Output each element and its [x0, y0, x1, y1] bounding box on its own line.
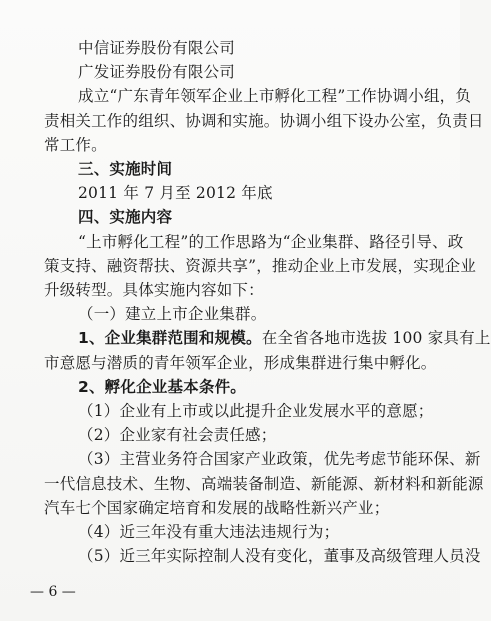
- text-line: 一代信息技术、生物、高端装备制造、新能源、新材料和新能源: [44, 475, 484, 493]
- item-heading: 2、孵化企业基本条件。: [78, 378, 246, 396]
- text-line: （4）近三年没有重大违法违规行为；: [78, 523, 340, 541]
- text-line: （1）企业有上市或以此提升企业发展水平的意愿；: [78, 402, 434, 420]
- section-heading: 四、实施内容: [78, 208, 173, 226]
- text-line: 2011 年 7 月至 2012 年底: [78, 184, 273, 202]
- text-line: 汽车七个国家确定培育和发展的战略性新兴产业；: [44, 499, 390, 517]
- item-heading: 1、企业集群范围和规模。: [78, 329, 262, 347]
- item-text: 在全省各地市选拔 100 家具有上: [261, 329, 491, 347]
- page-number: — 6 —: [30, 584, 76, 600]
- text-line: （3）主营业务符合国家产业政策，优先考虑节能环保、新: [78, 450, 481, 468]
- text-line: “上市孵化工程”的工作思路为“企业集群、路径引导、政: [78, 233, 464, 251]
- text-line: 常工作。: [44, 136, 107, 154]
- subsection-heading: （一）建立上市企业集群。: [78, 305, 267, 323]
- text-line: 市意愿与潜质的青年领军企业，形成集群进行集中孵化。: [44, 354, 437, 372]
- text-line: 升级转型。具体实施内容如下：: [44, 281, 264, 299]
- text-line: 广发证券股份有限公司: [78, 63, 236, 81]
- text-line: 中信证券股份有限公司: [78, 39, 236, 57]
- text-line: 成立“广东青年领军企业上市孵化工程”工作协调小组，负: [78, 87, 472, 105]
- text-line: （2）企业家有社会责任感；: [78, 426, 277, 444]
- text-line: 责相关工作的组织、协调和实施。协调小组下设办公室，负责日: [44, 112, 484, 130]
- text-line: （5）近三年实际控制人没有变化，董事及高级管理人员没: [78, 547, 481, 565]
- section-heading: 三、实施时间: [78, 160, 173, 178]
- text-line: [78, 328, 491, 348]
- text-line: 策支持、融资帮扶、资源共享”，推动企业上市发展，实现企业: [44, 257, 477, 275]
